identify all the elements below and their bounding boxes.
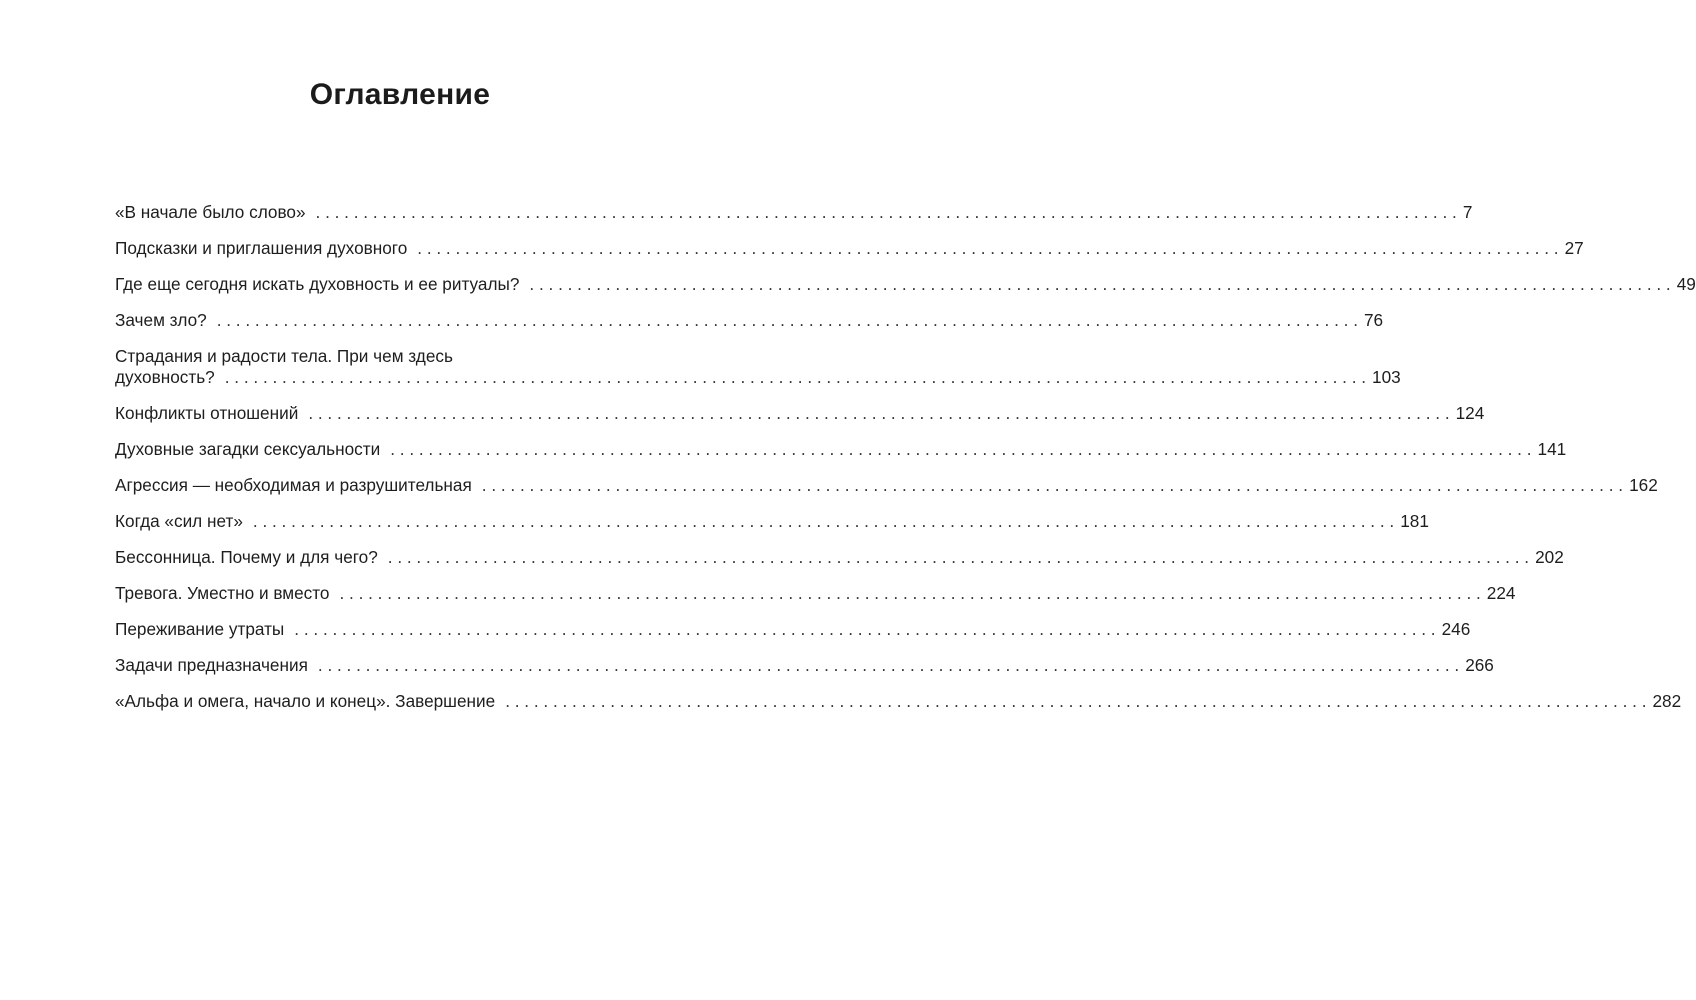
toc-page-number: 202 <box>1535 547 1564 567</box>
toc-entry-title: «В начале было слово» <box>115 202 306 222</box>
toc-entry-title: Когда «сил нет» <box>115 511 243 531</box>
toc-page-number: 124 <box>1455 403 1485 423</box>
dot-leader: . . . . . . . . . . . . . . . . . . . . . . . . . . . . . . . . . . . . . . . . . . . . . . . . . . . . . . . . . . . . . . . . . . . . . . . . . . . . . . . . . . . . . . . . . . . . . . . . . . . . . . . . . . . . . . . . . . . . . . . . <box>417 238 1559 258</box>
dot-leader: . . . . . . . . . . . . . . . . . . . . . . . . . . . . . . . . . . . . . . . . . . . . . . . . . . . . . . . . . . . . . . . . . . . . . . . . . . . . . . . . . . . . . . . . . . . . . . . . . . . . . . . . . . . . . . . . . . . . . . . . <box>481 475 1624 495</box>
toc-page-number: 76 <box>1364 310 1384 330</box>
toc-entry-title: Задачи предназначения <box>115 655 308 675</box>
toc-entry-title: Переживание утраты <box>115 619 285 639</box>
dot-leader: . . . . . . . . . . . . . . . . . . . . . . . . . . . . . . . . . . . . . . . . . . . . . . . . . . . . . . . . . . . . . . . . . . . . . . . . . . . . . . . . . . . . . . . . . . . . . . . . . . . . . . . . . . . . . . . . . . . . . . . . <box>390 439 1532 459</box>
dot-leader: . . . . . . . . . . . . . . . . . . . . . . . . . . . . . . . . . . . . . . . . . . . . . . . . . . . . . . . . . . . . . . . . . . . . . . . . . . . . . . . . . . . . . . . . . . . . . . . . . . . . . . . . . . . . . . . . . . . . . . . . <box>294 619 1436 639</box>
toc-entry-title: Зачем зло? <box>115 310 207 330</box>
toc-entry-title: Духовные загадки сексуальности <box>115 439 381 459</box>
toc-page-number: 27 <box>1564 238 1584 258</box>
toc-page-number: 181 <box>1400 511 1429 531</box>
dot-leader: . . . . . . . . . . . . . . . . . . . . . . . . . . . . . . . . . . . . . . . . . . . . . . . . . . . . . . . . . . . . . . . . . . . . . . . . . . . . . . . . . . . . . . . . . . . . . . . . . . . . . . . . . . . . . . . . . . . . . . . . <box>339 583 1481 603</box>
dot-leader: . . . . . . . . . . . . . . . . . . . . . . . . . . . . . . . . . . . . . . . . . . . . . . . . . . . . . . . . . . . . . . . . . . . . . . . . . . . . . . . . . . . . . . . . . . . . . . . . . . . . . . . . . . . . . . . . . . . . . . . . <box>317 655 1460 675</box>
toc-page-number: 49 <box>1676 274 1696 294</box>
toc-entry <box>115 583 1516 604</box>
dot-leader: . . . . . . . . . . . . . . . . . . . . . . . . . . . . . . . . . . . . . . . . . . . . . . . . . . . . . . . . . . . . . . . . . . . . . . . . . . . . . . . . . . . . . . . . . . . . . . . . . . . . . . . . . . . . . . . . . . . . . . . . <box>308 403 1450 423</box>
toc-page-number: 141 <box>1537 439 1567 459</box>
toc-entry <box>115 310 1384 331</box>
toc-entry <box>115 511 1429 532</box>
toc-entry-title: Конфликты отношений <box>115 403 299 423</box>
toc-page-number: 224 <box>1486 583 1516 603</box>
toc-entry-title: Подсказки и приглашения духовного <box>115 238 408 258</box>
dot-leader: . . . . . . . . . . . . . . . . . . . . . . . . . . . . . . . . . . . . . . . . . . . . . . . . . . . . . . . . . . . . . . . . . . . . . . . . . . . . . . . . . . . . . . . . . . . . . . . . . . . . . . . . . . . . . . . . . . . . . . . . <box>224 367 1367 387</box>
toc-page-number: 266 <box>1465 655 1494 675</box>
dot-leader: . . . . . . . . . . . . . . . . . . . . . . . . . . . . . . . . . . . . . . . . . . . . . . . . . . . . . . . . . . . . . . . . . . . . . . . . . . . . . . . . . . . . . . . . . . . . . . . . . . . . . . . . . . . . . . . . . . . . . . . . <box>216 310 1358 330</box>
toc-page-number: 282 <box>1652 691 1682 711</box>
dot-leader: . . . . . . . . . . . . . . . . . . . . . . . . . . . . . . . . . . . . . . . . . . . . . . . . . . . . . . . . . . . . . . . . . . . . . . . . . . . . . . . . . . . . . . . . . . . . . . . . . . . . . . . . . . . . . . . . . . . . . . . . <box>315 202 1457 222</box>
toc-page-number: 103 <box>1372 367 1401 387</box>
toc-entry <box>115 238 1584 259</box>
toc-entry <box>115 346 1401 388</box>
toc-entry <box>115 274 1696 295</box>
toc-page-number: 246 <box>1441 619 1471 639</box>
toc-entry-title: «Альфа и омега, начало и конец». Завершение <box>115 691 496 711</box>
toc-entry <box>115 403 1485 424</box>
toc-entry <box>115 475 1658 496</box>
toc-entry-title: Бессонница. Почему и для чего? <box>115 547 378 567</box>
dot-leader: . . . . . . . . . . . . . . . . . . . . . . . . . . . . . . . . . . . . . . . . . . . . . . . . . . . . . . . . . . . . . . . . . . . . . . . . . . . . . . . . . . . . . . . . . . . . . . . . . . . . . . . . . . . . . . . . . . . . . . . . <box>387 547 1530 567</box>
toc-entry <box>115 655 1494 676</box>
toc-entry <box>115 691 1682 712</box>
dot-leader: . . . . . . . . . . . . . . . . . . . . . . . . . . . . . . . . . . . . . . . . . . . . . . . . . . . . . . . . . . . . . . . . . . . . . . . . . . . . . . . . . . . . . . . . . . . . . . . . . . . . . . . . . . . . . . . . . . . . . . . . <box>529 274 1671 294</box>
dot-leader: . . . . . . . . . . . . . . . . . . . . . . . . . . . . . . . . . . . . . . . . . . . . . . . . . . . . . . . . . . . . . . . . . . . . . . . . . . . . . . . . . . . . . . . . . . . . . . . . . . . . . . . . . . . . . . . . . . . . . . . . <box>505 691 1647 711</box>
toc-page-number: 7 <box>1462 202 1473 222</box>
toc-entry <box>115 202 1473 223</box>
toc-entry-title: Агрессия — необходимая и разрушительная <box>115 475 472 495</box>
toc-entry-title: Где еще сегодня искать духовность и ее ритуалы? <box>115 274 520 294</box>
toc-entry <box>115 439 1567 460</box>
dot-leader: . . . . . . . . . . . . . . . . . . . . . . . . . . . . . . . . . . . . . . . . . . . . . . . . . . . . . . . . . . . . . . . . . . . . . . . . . . . . . . . . . . . . . . . . . . . . . . . . . . . . . . . . . . . . . . . . . . . . . . . . <box>252 511 1395 531</box>
toc-entry-title-line-1: Страдания и радости тела. При чем здесь <box>115 346 453 366</box>
toc-entry <box>115 619 1471 640</box>
page-title: Оглавление <box>309 78 491 111</box>
toc-entry-title: Тревога. Уместно и вместо <box>115 583 330 603</box>
toc-page-number: 162 <box>1629 475 1658 495</box>
toc-entry <box>115 547 1564 568</box>
toc-entry-title-line-2: духовность? <box>115 367 215 387</box>
table-of-contents <box>115 202 1696 727</box>
